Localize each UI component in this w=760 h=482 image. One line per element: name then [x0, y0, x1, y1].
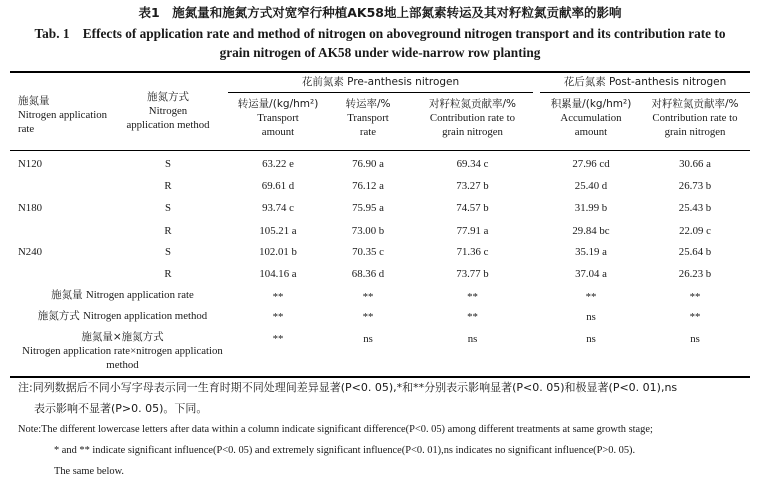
row-method: R — [164, 268, 172, 280]
row-rate-label: N120 — [18, 158, 42, 170]
cell-contribution-post: 26.23 b — [678, 268, 712, 280]
cell-contribution-pre: 77.91 a — [456, 225, 489, 237]
anova-cell: ns — [467, 333, 478, 345]
col-header-contribution-pre: 对籽粒氮贡献率/% Contribution rate to grain nitrogen — [428, 98, 516, 138]
anova-label-interaction: 施氮量×施氮方式 Nitrogen application rate×nitrogen application method — [22, 331, 223, 371]
col-header-transport-rate: 转运率/% Transport rate — [345, 98, 391, 138]
row-method: S — [164, 202, 171, 214]
table-notes — [18, 377, 677, 482]
col-header-rate: 施氮量 Nitrogen application rate — [18, 95, 108, 135]
anova-cell: ** — [689, 311, 701, 323]
anova-label-method: 施氮方式 Nitrogen application method — [37, 310, 208, 322]
note-en-line2: * and ** indicate significant influence(P<0. 05) and extremely significant influence(P<0. 01),ns indicates no significant influence(P>0. 05). — [54, 445, 636, 456]
note-en-line3: The same below. — [54, 466, 125, 477]
cell-contribution-post: 25.43 b — [678, 202, 712, 214]
row-rate-label: N180 — [18, 202, 42, 214]
cell-contribution-pre: 73.77 b — [456, 268, 489, 280]
note-en-line1: Note:The different lowercase letters after data within a column indicate significant difference(P<0. 05) among different treatments at same growth stage; — [18, 424, 653, 435]
anova-cell: ns — [363, 333, 373, 345]
row-method: R — [164, 180, 172, 192]
cell-contribution-pre: 71.36 c — [456, 246, 489, 258]
top-rule — [10, 71, 750, 73]
anova-cell: ** — [272, 311, 284, 323]
cell-transport-amount: 102.01 b — [259, 246, 297, 258]
row-method: R — [164, 225, 172, 237]
cell-contribution-post: 22.09 c — [679, 225, 711, 237]
cell-transport-rate: 76.12 a — [352, 180, 384, 192]
col-header-transport-amount: 转运量/(kg/hm²) Transport amount — [237, 98, 319, 138]
anova-cell: ns — [586, 333, 596, 345]
header-rule — [10, 150, 750, 151]
cell-transport-rate: 68.36 d — [351, 268, 385, 280]
note-cn-line2: 表示影响不显著(P>0. 05)。下同。 — [34, 402, 208, 415]
cell-contribution-pre: 69.34 c — [456, 158, 489, 170]
post-anthesis-header: 花后氮素 Post-anthesis nitrogen — [563, 76, 727, 88]
cell-accumulation: 31.99 b — [574, 202, 608, 214]
anova-cell: ** — [362, 311, 374, 323]
cell-accumulation: 37.04 a — [575, 268, 607, 280]
anova-label-rate: 施氮量 Nitrogen application rate — [51, 289, 194, 301]
anova-cell: ** — [467, 291, 478, 303]
table-title-en-line2: grain nitrogen of AK58 under wide-narrow row planting — [219, 45, 541, 60]
table-title-en — [0, 24, 760, 62]
cell-transport-rate: 73.00 b — [351, 225, 385, 237]
cell-accumulation: 27.96 cd — [572, 158, 610, 170]
anova-cell: ** — [585, 291, 597, 303]
cell-transport-rate: 75.95 a — [352, 202, 384, 214]
cell-transport-rate: 70.35 c — [352, 246, 384, 258]
pre-anthesis-rule — [228, 92, 533, 93]
row-rate-label: N240 — [18, 246, 42, 258]
cell-transport-amount: 69.61 d — [261, 180, 295, 192]
cell-contribution-pre: 73.27 b — [456, 180, 489, 192]
row-method: S — [164, 246, 171, 258]
anova-cell: ns — [690, 333, 700, 345]
post-anthesis-rule — [540, 92, 750, 93]
cell-accumulation: 25.40 d — [574, 180, 608, 192]
cell-transport-amount: 93.74 c — [262, 202, 294, 214]
anova-cell: ** — [467, 311, 478, 323]
pre-anthesis-header: 花前氮素 Pre-anthesis nitrogen — [301, 76, 460, 88]
cell-contribution-post: 26.73 b — [678, 180, 712, 192]
col-header-contribution-post: 对籽粒氮贡献率/% Contribution rate to grain nitrogen — [651, 98, 739, 138]
table-title-cn: 表1 施氮量和施氮方式对宽窄行种植AK58地上部氮素转运及其对籽粒氮贡献率的影响 — [138, 5, 622, 20]
cell-contribution-post: 30.66 a — [679, 158, 711, 170]
cell-accumulation: 29.84 bc — [572, 225, 610, 237]
cell-transport-amount: 104.16 a — [259, 268, 297, 280]
cell-contribution-pre: 74.57 b — [456, 202, 489, 214]
anova-cell: ns — [586, 311, 596, 323]
anova-cell: ** — [362, 291, 374, 303]
note-cn-line1: 注:同列数据后不同小写字母表示同一生育时期不同处理间差异显著(P<0. 05),*和**分别表示影响显著(P<0. 05)和极显著(P<0. 01),ns — [18, 381, 678, 394]
cell-contribution-post: 25.64 b — [678, 246, 712, 258]
cell-accumulation: 35.19 a — [575, 246, 607, 258]
anova-cell: ** — [689, 291, 701, 303]
col-header-method: 施氮方式 Nitrogen application method — [126, 91, 210, 131]
cell-transport-rate: 76.90 a — [352, 158, 384, 170]
anova-cell: ** — [272, 291, 284, 303]
col-header-accumulation: 积累量/(kg/hm²) Accumulation amount — [550, 98, 632, 138]
cell-transport-amount: 63.22 e — [262, 158, 294, 170]
row-method: S — [164, 158, 171, 170]
cell-transport-amount: 105.21 a — [259, 225, 297, 237]
anova-cell: ** — [272, 333, 284, 345]
table-title-en-line1: Tab. 1 Effects of application rate and method of nitrogen on aboveground nitrogen transport and its contribution rate to — [34, 26, 726, 41]
